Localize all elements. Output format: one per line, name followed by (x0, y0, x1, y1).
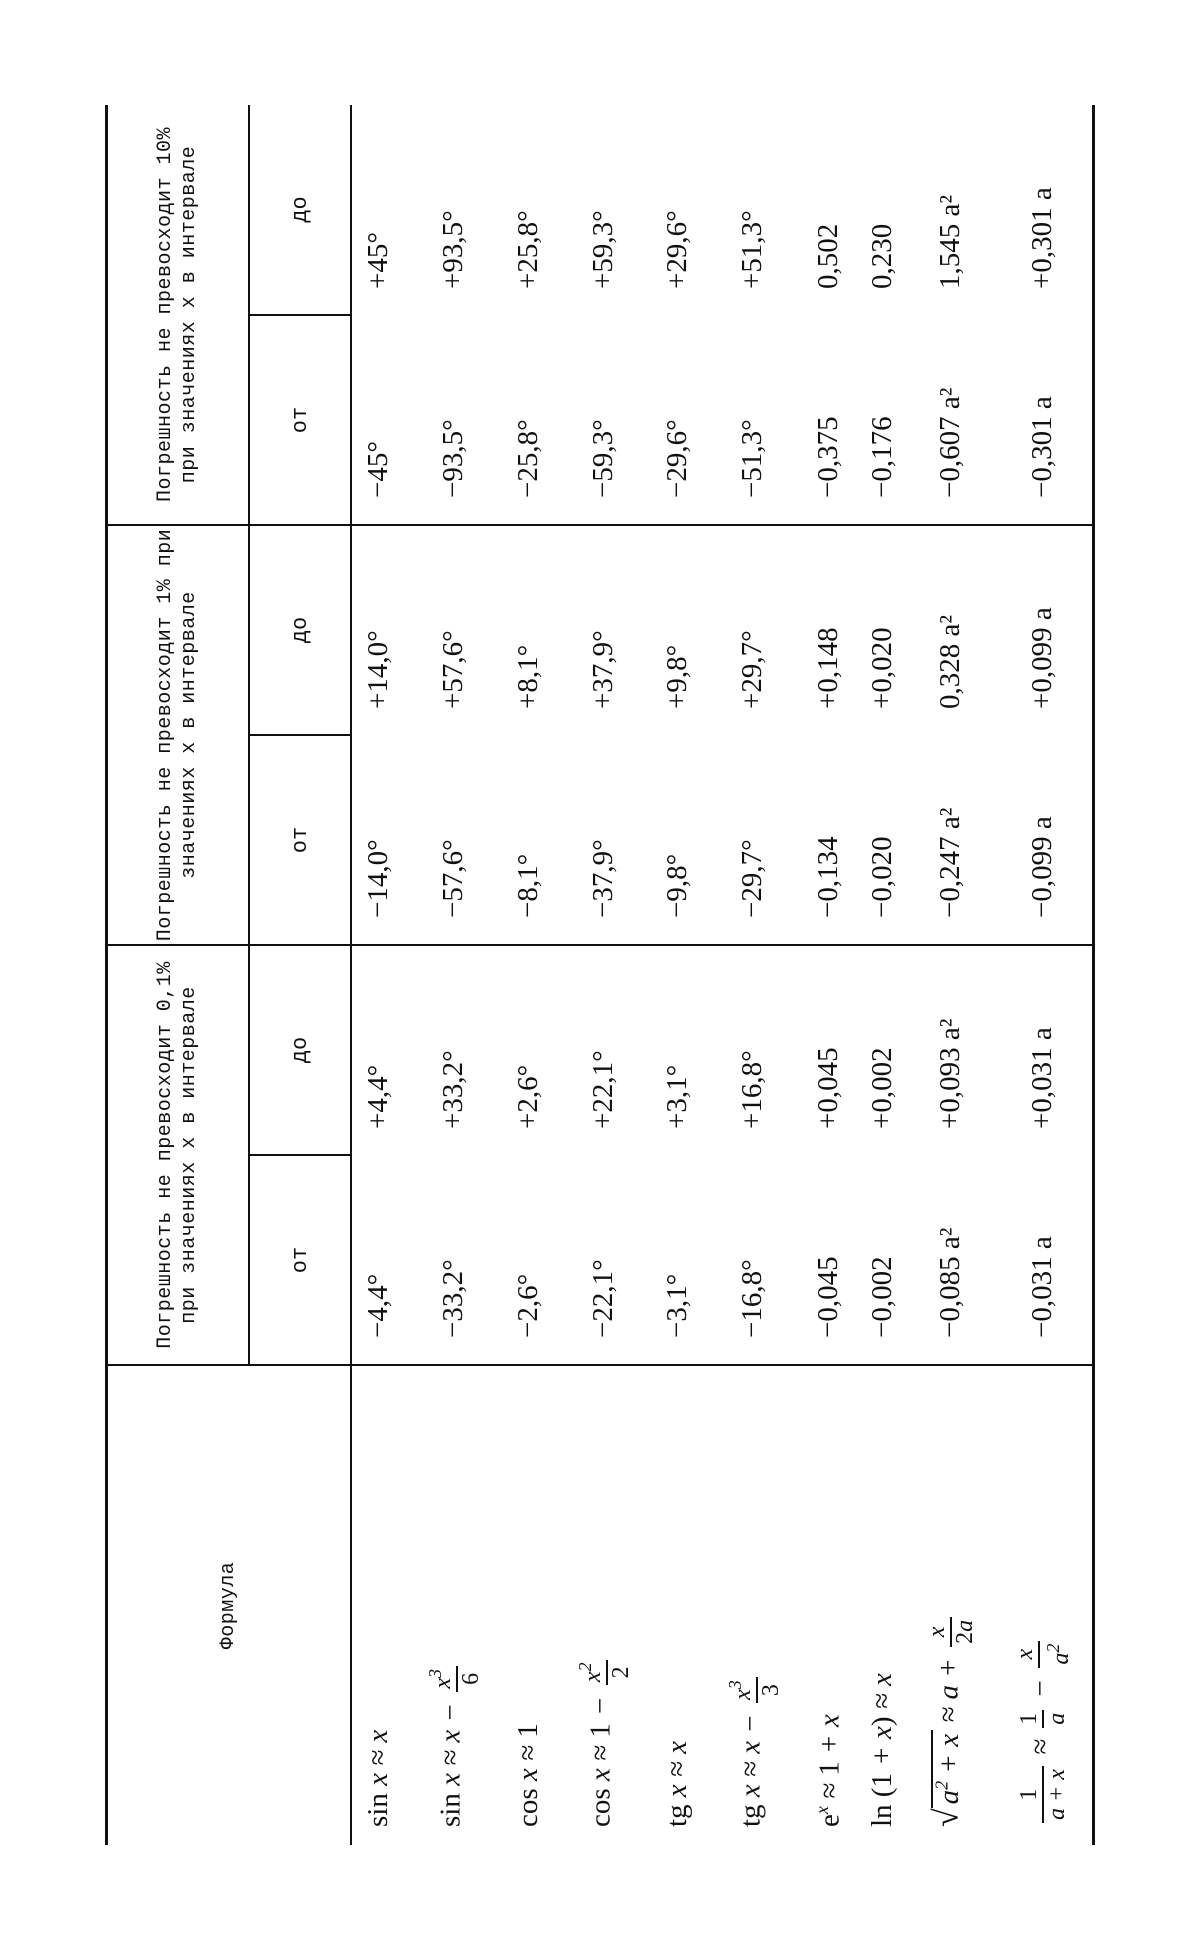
cell-to-1: +9,8° (661, 644, 694, 709)
table-row (652, 105, 704, 1845)
formula-sin-x: sin x ≈ x (361, 1729, 394, 1827)
cell-from-01: −3,1° (652, 1155, 704, 1365)
cell-to-01: +0,045 (812, 1047, 845, 1129)
cell-from-1: −37,9° (554, 735, 652, 945)
cell-to-01: +0,031 a (993, 945, 1093, 1155)
cell-from-01: −0,085 a² (908, 1155, 993, 1365)
cell-from-01: −2,6° (502, 1155, 554, 1365)
table-row (502, 105, 554, 1845)
cell-from-01: −0,045 (802, 1155, 857, 1365)
cell-from-1: −0,099 a (993, 735, 1093, 945)
table-body (351, 105, 1094, 1845)
cell-from-10: −25,8° (502, 315, 554, 525)
table-row (704, 105, 802, 1845)
header-group-10-percent: Погрешность не превосходит 10% при значениях x в интервале (107, 105, 250, 525)
cell-from-10: −93,5° (405, 315, 503, 525)
header-from: от (249, 315, 351, 525)
approximation-error-table (105, 105, 1095, 1845)
cell-to-10: +93,5° (436, 210, 469, 289)
cell-to-10: 1,545 a² (934, 194, 967, 289)
header-to: до (249, 525, 351, 735)
cell-from-10: −29,6° (652, 315, 704, 525)
cell-from-10: −45° (351, 315, 405, 525)
formula-sin-x-cubic: sin x ≈ x − $x^3$ 6 (405, 1365, 503, 1845)
cell-from-1: −0,247 a² (908, 735, 993, 945)
cell-to-10: +45° (361, 232, 394, 289)
formula-tg-x-cubic: tg x ≈ x − $x^3$ 3 (704, 1365, 802, 1845)
cell-to-10: +25,8° (511, 210, 544, 289)
cell-from-1: −57,6° (405, 735, 503, 945)
header-group-1-percent: Погрешность не превосходит 1% при значениях x в интервале (107, 525, 250, 945)
rotated-table-container (105, 105, 1095, 1845)
cell-to-1: +29,7° (736, 630, 769, 709)
cell-to-01: +2,6° (511, 1064, 544, 1129)
cell-to-1: +0,020 (865, 627, 898, 709)
cell-from-10: −0,375 (802, 315, 857, 525)
header-from: от (249, 735, 351, 945)
cell-from-1: −8,1° (502, 735, 554, 945)
table-row (856, 105, 908, 1845)
cell-to-1: +37,9° (586, 630, 619, 709)
formula-reciprocal: 1 a + x ≈ 1 a − x $a^2$ (993, 1365, 1093, 1845)
header-to: до (249, 105, 351, 315)
cell-from-1: −29,7° (704, 735, 802, 945)
cell-to-01: +4,4° (361, 1064, 394, 1129)
table-row (405, 105, 503, 1845)
cell-to-1: 0,328 a² (934, 614, 967, 709)
cell-to-10: 0,502 (812, 223, 845, 289)
cell-to-01: +33,2° (436, 1050, 469, 1129)
cell-to-01: +0,002 (865, 1047, 898, 1129)
table-row (802, 105, 857, 1845)
cell-to-1: +8,1° (511, 644, 544, 709)
table-row (554, 105, 652, 1845)
cell-from-01: −4,4° (351, 1155, 405, 1365)
cell-from-01: −22,1° (554, 1155, 652, 1365)
cell-from-01: −0,002 (856, 1155, 908, 1365)
table-row (351, 105, 405, 1845)
cell-from-1: −14,0° (351, 735, 405, 945)
cell-from-01: −0,031 a (993, 1155, 1093, 1365)
cell-to-1: +57,6° (436, 630, 469, 709)
formula-cos-x: cos x ≈ 1 (511, 1723, 544, 1827)
header-formula: Формула (107, 1365, 352, 1845)
cell-to-10: +29,6° (661, 210, 694, 289)
cell-to-1: +0,099 a (993, 525, 1093, 735)
table-row (908, 105, 993, 1845)
cell-to-10: 0,230 (865, 223, 898, 289)
cell-to-10: +59,3° (586, 210, 619, 289)
cell-to-1: +0,148 (812, 627, 845, 709)
formula-tg-x: tg x ≈ x (661, 1741, 694, 1827)
cell-from-10: −0,607 a² (908, 315, 993, 525)
cell-to-01: +16,8° (736, 1050, 769, 1129)
cell-to-1: +14,0° (361, 630, 394, 709)
formula-sqrt: $√a^2 + x \approx a$ + x 2a (908, 1365, 993, 1845)
cell-from-10: −0,301 a (993, 315, 1093, 525)
cell-to-01: +0,093 a² (934, 1018, 967, 1129)
cell-from-1: −9,8° (652, 735, 704, 945)
header-from: от (249, 1155, 351, 1365)
cell-to-01: +3,1° (661, 1064, 694, 1129)
cell-from-1: −0,020 (856, 735, 908, 945)
cell-to-01: +22,1° (586, 1050, 619, 1129)
cell-to-10: +51,3° (736, 210, 769, 289)
cell-from-10: −59,3° (554, 315, 652, 525)
header-group-0-1-percent: Погрешность не превосходит 0,1% при значениях x в интервале (107, 945, 250, 1365)
formula-cos-x-quadratic: cos x ≈ 1 − $x^2$ 2 (554, 1365, 652, 1845)
cell-from-10: −0,176 (856, 315, 908, 525)
cell-from-1: −0,134 (802, 735, 857, 945)
cell-from-01: −16,8° (704, 1155, 802, 1365)
table-row (993, 105, 1093, 1845)
cell-to-10: +0,301 a (993, 105, 1093, 315)
formula-ln-1-plus-x: ln (1 + x) ≈ x (865, 1673, 898, 1827)
header-to: до (249, 945, 351, 1155)
formula-exp-x: $e^x \approx 1 + x$ (811, 1714, 846, 1827)
cell-from-10: −51,3° (704, 315, 802, 525)
cell-from-01: −33,2° (405, 1155, 503, 1365)
